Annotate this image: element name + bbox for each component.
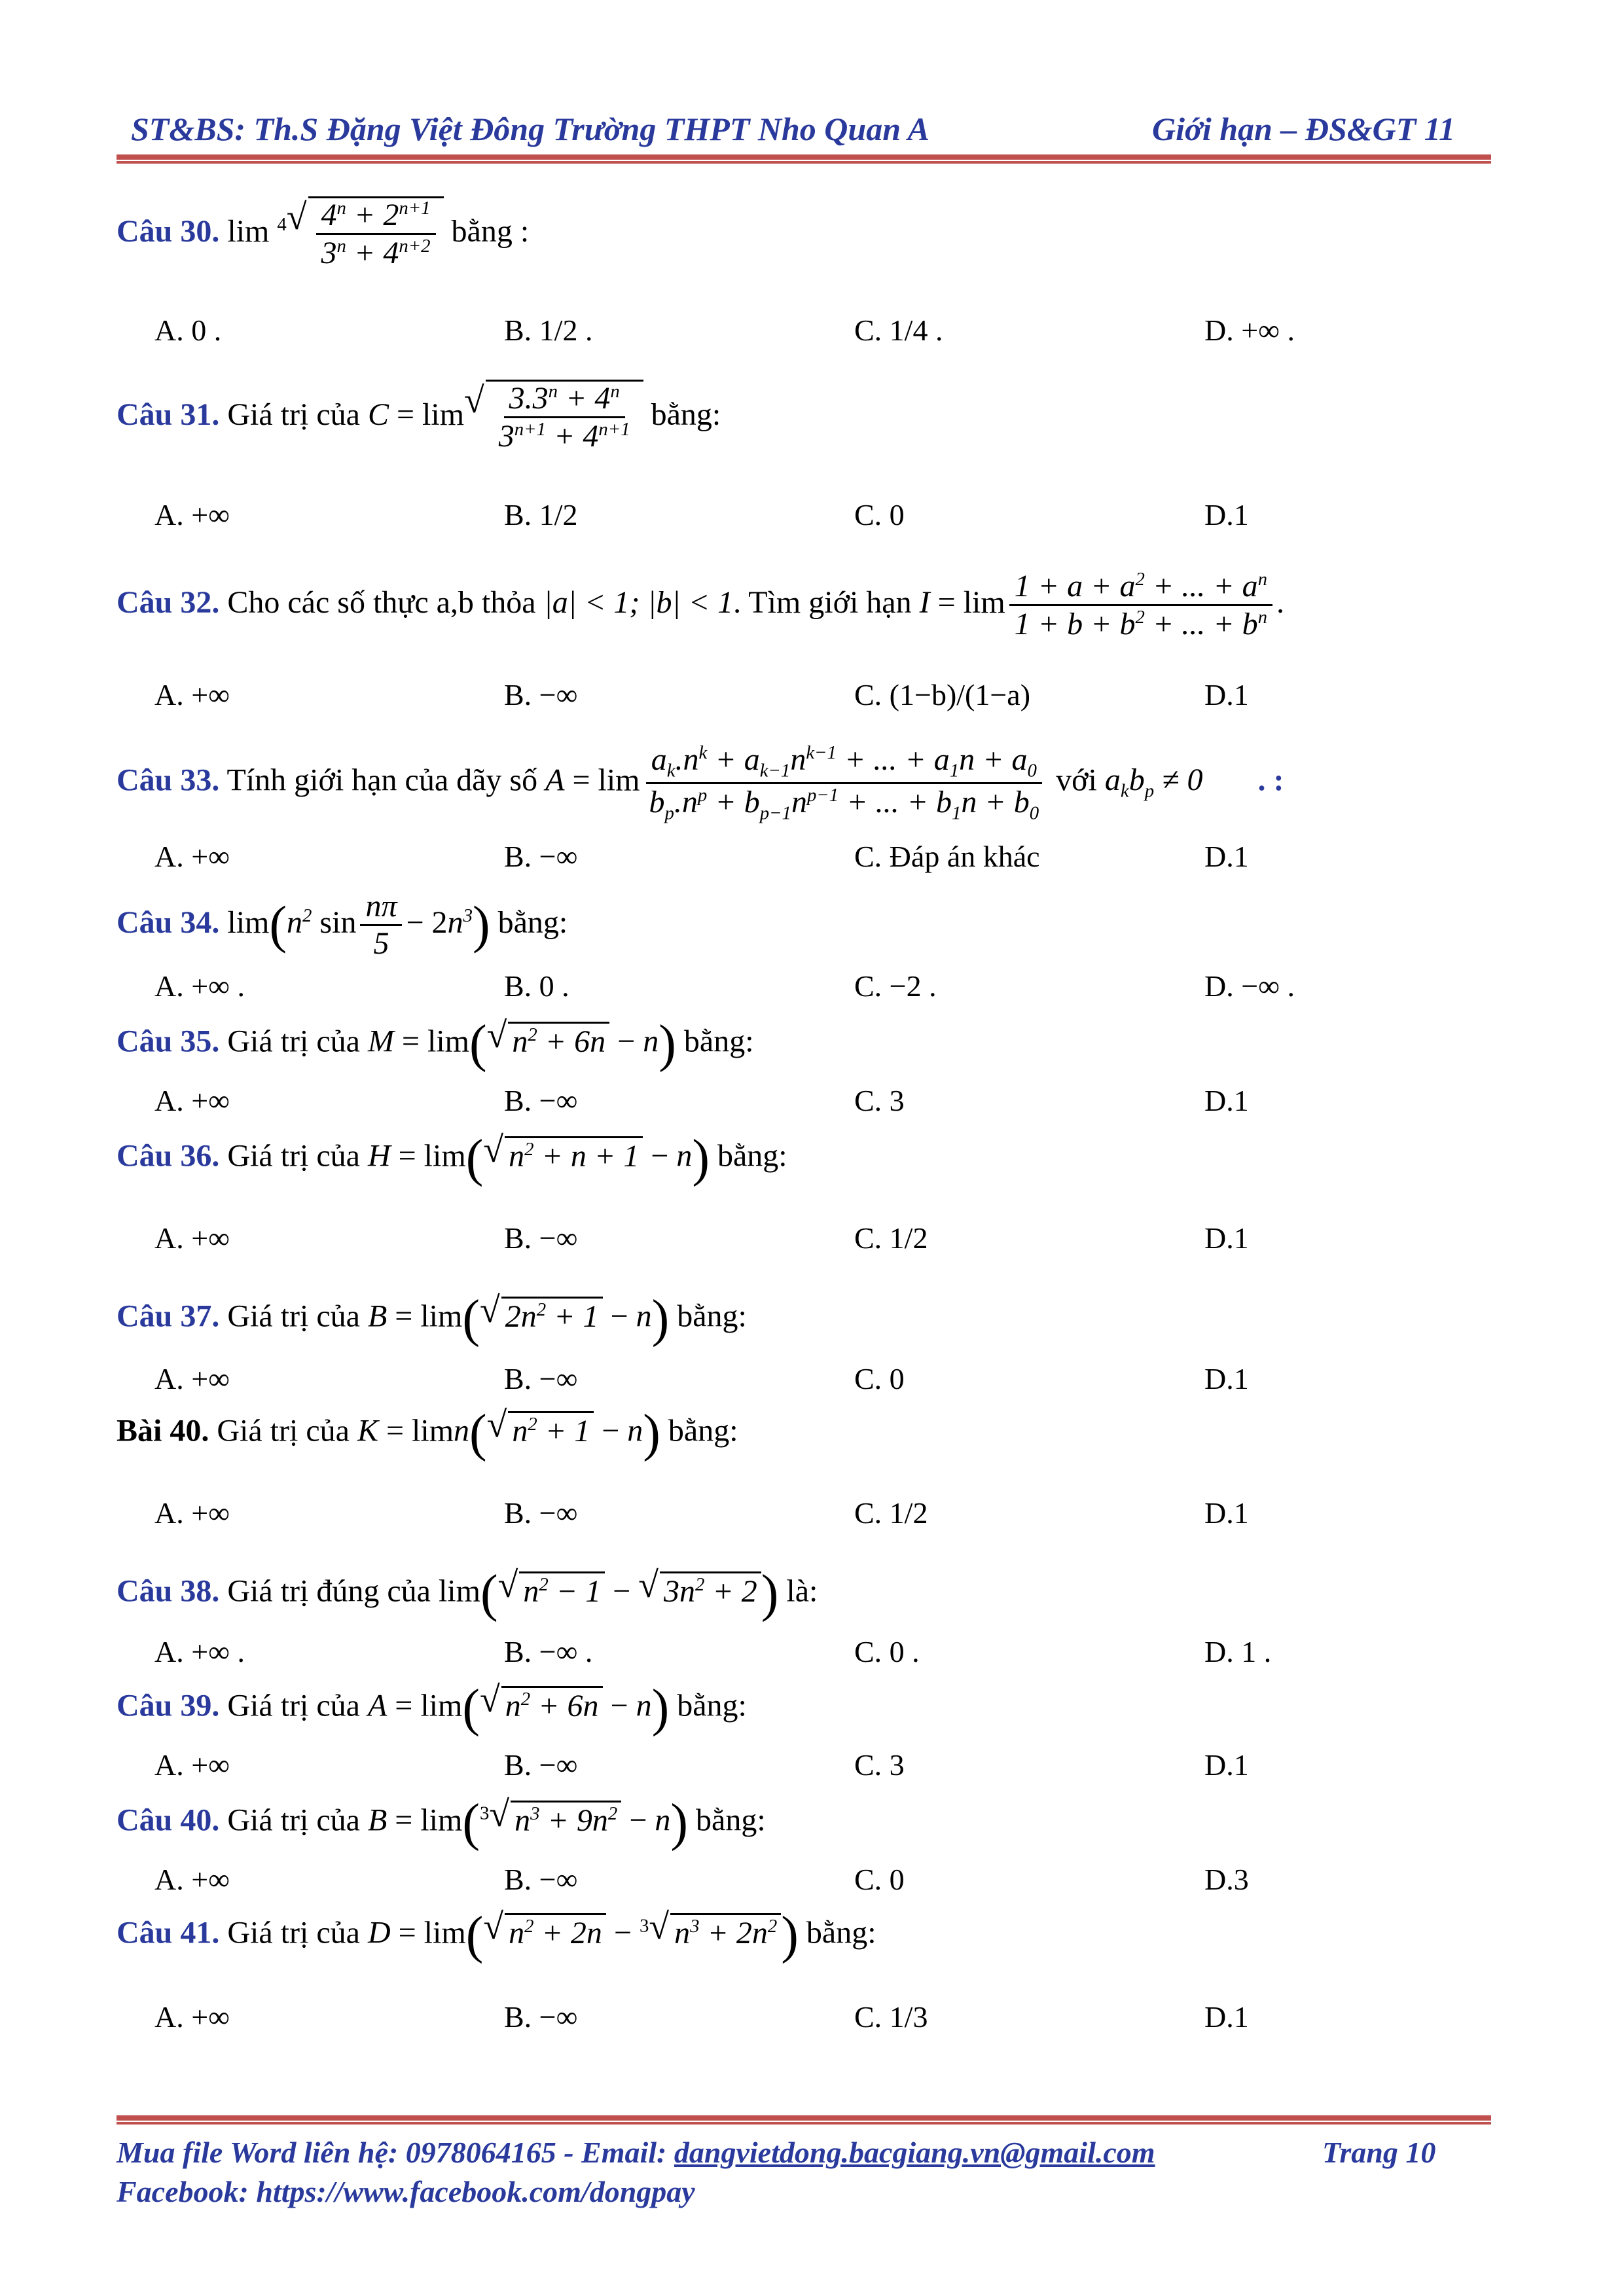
option-d[interactable]: D.3	[1204, 1863, 1249, 1896]
question-label: Câu 31.	[117, 397, 220, 432]
option-a[interactable]: A. +∞	[154, 1748, 230, 1782]
footer-email-link[interactable]: dangvietdong.bacgiang.vn@gmail.com	[674, 2136, 1155, 2169]
question-label: Câu 37.	[117, 1299, 220, 1334]
question-tail: với	[1056, 762, 1097, 798]
option-c[interactable]: C. 0	[854, 1863, 905, 1896]
footer-contact: Mua file Word liên hệ: 0978064165 - Email:	[117, 2136, 667, 2169]
option-a[interactable]: A. +∞ .	[154, 969, 245, 1003]
option-d[interactable]: D. +∞ .	[1204, 314, 1295, 347]
header-right: Giới hạn – ĐS&GT 11	[1152, 111, 1456, 147]
question-35: Câu 35. Giá trị của M = lim(√ $n^2 + 6n - n$) bằng:	[117, 1015, 754, 1073]
option-c[interactable]: C. 0	[854, 498, 905, 531]
option-b[interactable]: B. −∞	[504, 2000, 578, 2034]
question-38: Câu 38. Giá trị đúng của lim(√ $n^2 - 1$ − √ $3n^2 + 2$) là:	[117, 1565, 818, 1623]
option-d[interactable]: D. 1 .	[1204, 1635, 1272, 1668]
option-c[interactable]: C. 1/3	[854, 2000, 928, 2034]
question-text: Giá trị của	[227, 1138, 360, 1174]
question-end: . :	[1257, 762, 1284, 798]
question-31: Câu 31. Giá trị của C = lim√ $\frac{3.3^n + 4^n}{3^{n+1} + 4^{n+1}}$ bằng:	[117, 380, 721, 454]
question-label: Câu 34.	[117, 905, 220, 940]
question-label: Câu 41.	[117, 1915, 220, 1950]
question-39: Câu 39. Giá trị của A = lim(√ $n^2 + 6n - n$) bằng:	[117, 1679, 747, 1737]
option-c[interactable]: C. 3	[854, 1084, 905, 1117]
option-c[interactable]: C. Đáp án khác	[854, 840, 1040, 873]
option-b[interactable]: B. −∞	[504, 840, 578, 873]
question-label: Bài 40.	[117, 1413, 209, 1448]
option-d[interactable]: D.1	[1204, 2000, 1249, 2034]
footer-facebook[interactable]: Facebook: https://www.facebook.com/dongpay	[117, 2175, 695, 2208]
option-d[interactable]: D.1	[1204, 840, 1249, 873]
option-b[interactable]: B. −∞	[504, 1221, 578, 1255]
option-d[interactable]: D.1	[1204, 498, 1249, 531]
question-text: Tính giới hạn của dãy số	[226, 762, 538, 798]
option-c[interactable]: C. 1/4 .	[854, 314, 943, 347]
option-c[interactable]: C. −2 .	[854, 969, 937, 1003]
option-d[interactable]: D.1	[1204, 1221, 1249, 1255]
question-tail: bằng:	[683, 1024, 754, 1059]
question-tail: bằng:	[497, 905, 568, 940]
question-text: Giá trị của	[227, 1024, 360, 1059]
option-b[interactable]: B. −∞	[504, 678, 578, 711]
question-text: lim	[227, 213, 270, 249]
question-41: Câu 41. Giá trị của D = lim(√ $n^2 + 2n - ^3√$ $n^3 + 2n^2$) bằng:	[117, 1907, 876, 1964]
option-a[interactable]: A. +∞	[154, 1362, 230, 1395]
option-c[interactable]: C. (1−b)/(1−a)	[854, 678, 1031, 711]
option-d[interactable]: D.1	[1204, 1084, 1249, 1117]
option-d[interactable]: D.1	[1204, 1496, 1249, 1530]
question-label: Câu 40.	[117, 1803, 220, 1838]
question-40: Câu 40. Giá trị của B = lim($^3$√ $n^3 + 9n^2 - n$) bằng:	[117, 1794, 766, 1852]
question-text: Giá trị của	[227, 1688, 360, 1723]
question-label: Câu 36.	[117, 1138, 220, 1174]
question-label: Câu 38.	[117, 1573, 220, 1609]
question-text: Cho các số thực a,b thỏa	[227, 584, 536, 620]
option-b[interactable]: B. −∞	[504, 1496, 578, 1530]
option-d[interactable]: D.1	[1204, 1362, 1249, 1395]
option-b[interactable]: B. 1/2 .	[504, 314, 593, 347]
question-37: Câu 37. Giá trị của B = lim(√ $2n^2 + 1 - n$) bằng:	[117, 1290, 747, 1348]
question-label: Câu 32.	[117, 584, 220, 620]
question-30: Câu 30. lim $^4$√ $\frac{4^n + 2^{n+1}}{3^n + 4^{n+2}}$ bằng :	[117, 197, 530, 271]
question-text: Giá trị đúng của	[227, 1573, 431, 1609]
option-a[interactable]: A. +∞	[154, 2000, 230, 2034]
question-text: Giá trị của	[227, 1915, 360, 1950]
header-left: ST&BS: Th.S Đặng Việt Đông Trường THPT Nho Quan A	[131, 111, 929, 147]
option-c[interactable]: C. 1/2	[854, 1221, 928, 1255]
option-a[interactable]: A. +∞	[154, 1221, 230, 1255]
question-text: Giá trị của	[227, 397, 360, 432]
question-text: Giá trị của	[227, 1299, 360, 1334]
option-c[interactable]: C. 1/2	[854, 1496, 928, 1530]
question-label: Câu 35.	[117, 1024, 220, 1059]
footer-page-number: Trang 10	[1322, 2136, 1436, 2169]
option-d[interactable]: D.1	[1204, 1748, 1249, 1782]
question-tail: bằng:	[806, 1915, 876, 1950]
option-c[interactable]: C. 3	[854, 1748, 905, 1782]
option-a[interactable]: A. +∞	[154, 678, 230, 711]
question-33: Câu 33. Tính giới hạn của dãy số A = lim $\frac{a_k.n^k + a_{k-1}n^{k-1} + ... + a_1n + a_0}{b_p.n^p + b_{p-1}n^{p-1} + ... + b_1n + b_0}$ với $a_kb_p \ne 0$ . :	[117, 742, 1284, 824]
footer-rule	[117, 2115, 1491, 2125]
question-tail: bằng:	[677, 1299, 747, 1334]
option-d[interactable]: D. −∞ .	[1204, 969, 1295, 1003]
option-a[interactable]: A. +∞ .	[154, 1635, 245, 1668]
option-a[interactable]: A. +∞	[154, 1863, 230, 1896]
option-a[interactable]: A. 0 .	[154, 314, 222, 347]
question-34: Câu 34. $\lim(n^2$ sin $\frac{n\pi}{5}$ − $2n^3$) bằng:	[117, 889, 568, 961]
question-36: Câu 36. Giá trị của H = lim(√ $n^2 + n + 1 - n$) bằng:	[117, 1130, 787, 1187]
question-label: Câu 39.	[117, 1688, 220, 1723]
question-tail: bằng:	[696, 1803, 766, 1838]
option-b[interactable]: B. −∞	[504, 1863, 578, 1896]
option-c[interactable]: C. 0 .	[854, 1635, 920, 1668]
question-mid: . Tìm giới hạn	[733, 584, 912, 620]
question-text: lim	[227, 905, 270, 940]
question-tail: bằng:	[717, 1138, 787, 1174]
option-a[interactable]: A. +∞	[154, 498, 230, 531]
question-tail: bằng:	[651, 397, 721, 432]
question-bai-40: Bài 40. Giá trị của K = limn(√ $n^2 + 1 - n$) bằng:	[117, 1405, 738, 1462]
option-d[interactable]: D.1	[1204, 678, 1249, 711]
question-tail: bằng:	[677, 1688, 747, 1723]
option-b[interactable]: B. −∞	[504, 1362, 578, 1395]
footer-line-1	[117, 2135, 1155, 2170]
question-text: Giá trị của	[227, 1803, 360, 1838]
option-b[interactable]: B. −∞	[504, 1084, 578, 1117]
option-a[interactable]: A. +∞	[154, 840, 230, 873]
option-b[interactable]: B. 1/2	[504, 498, 578, 531]
option-a[interactable]: A. +∞	[154, 1496, 230, 1530]
question-label: Câu 30.	[117, 213, 220, 249]
option-b[interactable]: B. −∞ .	[504, 1635, 593, 1668]
option-b[interactable]: B. −∞	[504, 1748, 578, 1782]
question-tail: bằng :	[451, 213, 530, 249]
question-tail: bằng:	[668, 1413, 738, 1448]
question-text: Giá trị của	[217, 1413, 350, 1448]
option-c[interactable]: C. 0	[854, 1362, 905, 1395]
question-32: Câu 32. Cho các số thực a,b thỏa |a| < 1; |b| < 1. Tìm giới hạn I = lim $\frac{1 + a + a^2 + ... + a^n}{1 + b + b^2 + ... + b^n}$ .	[117, 569, 1285, 642]
option-a[interactable]: A. +∞	[154, 1084, 230, 1117]
option-b[interactable]: B. 0 .	[504, 969, 569, 1003]
question-tail: là:	[786, 1573, 818, 1609]
header-rule	[117, 154, 1491, 164]
question-label: Câu 33.	[117, 762, 220, 798]
